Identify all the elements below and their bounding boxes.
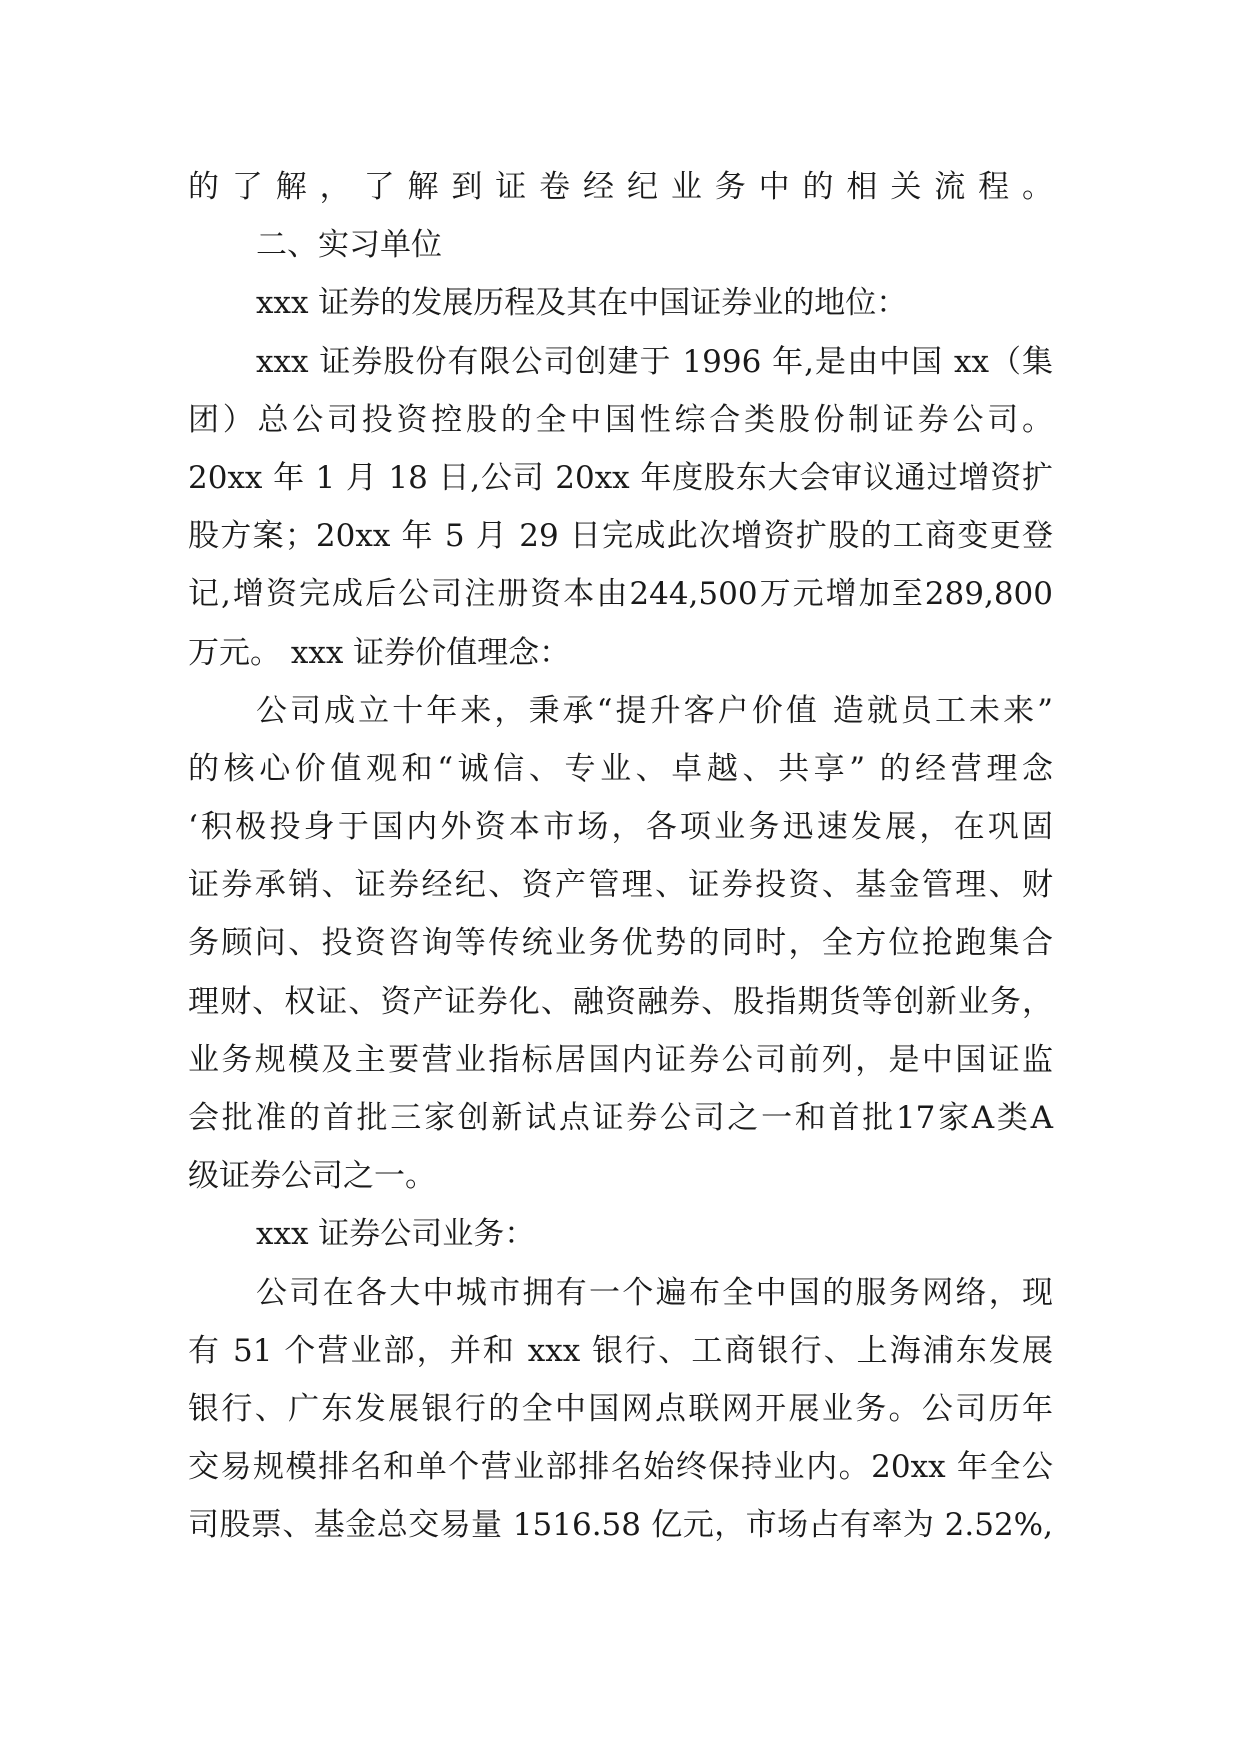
- paragraph-line: 的核心价值观和“诚信、专业、卓越、共享” 的经营理念: [188, 750, 1053, 787]
- paragraph-line: ‘积极投身于国内外资本市场，各项业务迅速发展，在巩固: [188, 809, 1053, 846]
- document-body: [188, 158, 1053, 1555]
- paragraph-line: 有 51 个营业部，并和 xxx 银行、工商银行、上海浦东发展: [188, 1332, 1053, 1369]
- subheading: xxx 证券的发展历程及其在中国证券业的地位：: [256, 285, 908, 322]
- paragraph-line: 银行、广东发展银行的全中国网点联网开展业务。公司历年: [188, 1390, 1053, 1427]
- paragraph-line: 的了解，了解到证卷经纪业务中的相关流程。: [188, 169, 1053, 205]
- paragraph-line: 公司在各大中城市拥有一个遍布全中国的服务网络，现: [256, 1274, 1053, 1311]
- paragraph-line: 理财、权证、资产证券化、融资融券、股指期货等创新业务，: [188, 983, 1053, 1020]
- paragraph-line: 业务规模及主要营业指标居国内证券公司前列，是中国证监: [188, 1041, 1053, 1078]
- paragraph-line: 记,增资完成后公司注册资本由244,500万元增加至289,800: [188, 576, 1053, 613]
- paragraph-line: 股方案；20xx 年 5 月 29 日完成此次增资扩股的工商变更登: [188, 518, 1053, 555]
- paragraph-line: 团）总公司投资控股的全中国性综合类股份制证券公司。: [188, 401, 1053, 438]
- paragraph-line: 司股票、基金总交易量 1516.58 亿元，市场占有率为 2.52%,: [188, 1507, 1053, 1544]
- paragraph-line: 会批准的首批三家创新试点证券公司之一和首批17家A类A: [188, 1100, 1053, 1136]
- section-heading: 二、实习单位: [256, 227, 442, 264]
- paragraph-line: 务顾问、投资咨询等传统业务优势的同时，全方位抢跑集合: [188, 925, 1053, 962]
- paragraph-line: 20xx 年 1 月 18 日,公司 20xx 年度股东大会审议通过增资扩: [188, 459, 1053, 496]
- paragraph-line: 级证券公司之一。: [188, 1158, 436, 1195]
- paragraph-line: 证券承销、证券经纪、资产管理、证券投资、基金管理、财: [188, 867, 1053, 904]
- subheading: xxx 证券公司业务：: [256, 1216, 536, 1253]
- paragraph-line: 公司成立十年来，秉承“提升客户价值 造就员工未来”: [256, 692, 1053, 729]
- paragraph-line: 交易规模排名和单个营业部排名始终保持业内。20xx 年全公: [188, 1449, 1053, 1486]
- paragraph-line: xxx 证券股份有限公司创建于 1996 年,是由中国 xx（集: [256, 343, 1053, 380]
- paragraph-line: 万元。 xxx 证券价值理念：: [188, 634, 571, 671]
